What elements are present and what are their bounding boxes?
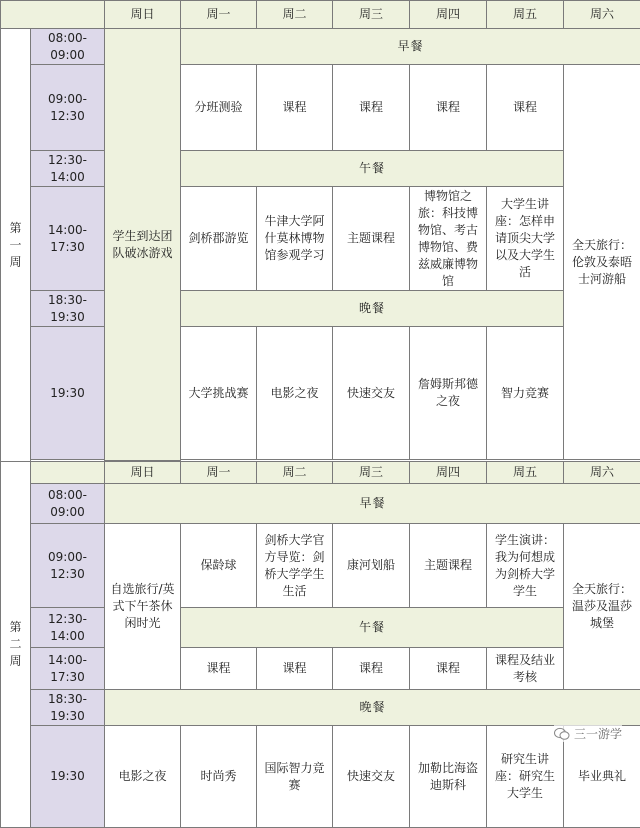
activity-cell: 牛津大学阿什莫林博物馆参观学习 — [257, 187, 333, 291]
header-corner — [1, 1, 105, 29]
activity-cell: 主题课程 — [333, 187, 410, 291]
week1-breakfast-row — [1, 29, 640, 65]
day-header: 周六 — [564, 462, 640, 484]
header-corner — [31, 462, 105, 484]
day-header: 周一 — [181, 462, 257, 484]
activity-cell: 主题课程 — [410, 524, 487, 608]
day-header: 周六 — [564, 1, 640, 29]
activity-cell: 课程 — [257, 65, 333, 151]
time-slot: 08:00-09:00 — [31, 29, 105, 65]
activity-cell: 大学生讲座：怎样申请顶尖大学以及大学生活 — [487, 187, 564, 291]
sunday-trip-cell: 自选旅行/英式下午茶休闲时光 — [105, 524, 181, 690]
week2-evening-row-a — [1, 726, 640, 776]
activity-cell: 大学挑战赛 — [181, 327, 257, 460]
day-header: 周二 — [257, 462, 333, 484]
day-header: 周三 — [333, 1, 410, 29]
activity-cell: 课程 — [257, 648, 333, 690]
activity-cell: 国际智力竞赛 — [257, 726, 333, 828]
activity-cell: 智力竞赛 — [487, 327, 564, 460]
week1-afternoon-row-a — [1, 187, 640, 239]
time-slot: 14:00-17:30 — [31, 187, 105, 291]
saturday-trip-cell: 全天旅行：温莎及温莎城堡 — [564, 524, 640, 690]
time-slot: 08:00-09:00 — [31, 484, 105, 524]
activity-cell: 剑桥大学官方导览：剑桥大学学生生活 — [257, 524, 333, 608]
day-header: 周一 — [181, 1, 257, 29]
day-header: 周五 — [487, 1, 564, 29]
week-label: 第一周 — [1, 29, 31, 462]
arrival-cell: 学生到达团队破冰游戏 — [105, 29, 181, 461]
activity-cell: 电影之夜 — [257, 327, 333, 460]
week1-header-row — [1, 1, 640, 29]
day-header: 周四 — [410, 462, 487, 484]
day-header: 周三 — [333, 462, 410, 484]
week2-morning-row-a — [1, 524, 640, 566]
activity-cell: 电影之夜 — [105, 726, 181, 828]
week1-lunch-row — [1, 151, 640, 187]
activity-cell: 课程及结业考核 — [487, 648, 564, 690]
day-header: 周日 — [105, 462, 181, 484]
day-header: 周五 — [487, 462, 564, 484]
week2-lunch-row — [1, 608, 640, 648]
watermark-text: 三一游学 — [574, 725, 622, 742]
activity-cell: 毕业典礼 — [564, 726, 640, 828]
meal-lunch: 午餐 — [181, 151, 564, 187]
week2-dinner-row — [1, 690, 640, 726]
wechat-icon — [554, 727, 570, 741]
activity-cell: 课程 — [410, 65, 487, 151]
activity-cell: 学生演讲：我为何想成为剑桥大学学生 — [487, 524, 564, 608]
time-slot: 12:30-14:00 — [31, 151, 105, 187]
week2-afternoon-row — [1, 648, 640, 690]
activity-cell: 詹姆斯邦德之夜 — [410, 327, 487, 460]
week1-morning-row-a — [1, 65, 640, 117]
time-slot: 14:00-17:30 — [31, 648, 105, 690]
activity-cell: 课程 — [487, 65, 564, 151]
activity-cell: 研究生讲座：研究生大学生 — [487, 726, 564, 828]
activity-cell: 加勒比海盗迪斯科 — [410, 726, 487, 828]
activity-cell: 课程 — [333, 648, 410, 690]
time-slot: 09:00-12:30 — [31, 65, 105, 151]
activity-cell: 快速交友 — [333, 327, 410, 460]
meal-dinner: 晚餐 — [181, 291, 564, 327]
time-slot: 12:30-14:00 — [31, 608, 105, 648]
activity-cell: 康河划船 — [333, 524, 410, 608]
week-label: 第二周 — [1, 462, 31, 828]
activity-cell: 课程 — [410, 648, 487, 690]
activity-cell: 快速交友 — [333, 726, 410, 828]
time-slot: 18:30-19:30 — [31, 690, 105, 726]
activity-cell: 分班测验 — [181, 65, 257, 151]
meal-breakfast: 早餐 — [105, 484, 640, 524]
day-header: 周二 — [257, 1, 333, 29]
week1-evening-row-a — [1, 327, 640, 357]
activity-cell: 时尚秀 — [181, 726, 257, 828]
time-slot: 19:30 — [31, 726, 105, 828]
day-header: 周四 — [410, 1, 487, 29]
activity-cell: 保龄球 — [181, 524, 257, 608]
time-slot: 09:00-12:30 — [31, 524, 105, 608]
meal-breakfast: 早餐 — [181, 29, 640, 65]
activity-cell: 博物馆之旅：科技博物馆、考古博物馆、费兹威廉博物馆 — [410, 187, 487, 291]
activity-cell: 剑桥郡游览 — [181, 187, 257, 291]
week1-dinner-row — [1, 291, 640, 327]
day-header: 周日 — [105, 1, 181, 29]
activity-cell: 课程 — [181, 648, 257, 690]
meal-lunch: 午餐 — [181, 608, 564, 648]
week2-header-row — [1, 462, 640, 484]
time-slot: 19:30 — [31, 327, 105, 460]
time-slot: 18:30-19:30 — [31, 291, 105, 327]
saturday-trip-cell: 全天旅行：伦敦及泰晤士河游船 — [564, 65, 640, 460]
activity-cell: 课程 — [333, 65, 410, 151]
watermark — [554, 725, 622, 742]
week2-breakfast-row — [1, 484, 640, 524]
meal-dinner: 晚餐 — [105, 690, 640, 726]
